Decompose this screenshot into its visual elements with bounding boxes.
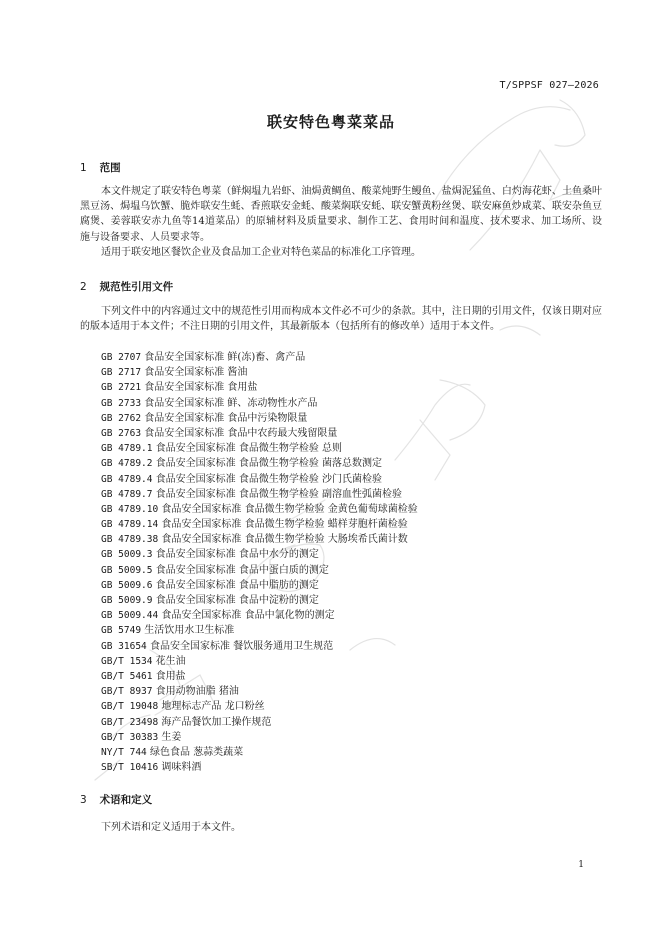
reference-name: 食品安全国家标准 食品中水分的测定 (155, 549, 319, 561)
reference-code: GB 2733 (101, 397, 142, 409)
reference-name: 食用盐 (155, 670, 186, 682)
reference-name: 食品安全国家标准 食品微生物学检验 菌落总数测定 (155, 458, 383, 470)
reference-code: GB 2707 (101, 352, 142, 363)
reference-name: 食品安全国家标准 食品中淀粉的测定 (155, 595, 319, 606)
reference-name: 生活饮用水卫生标准 (144, 625, 235, 637)
reference-code: GB 4789.38 (101, 534, 159, 546)
section-heading-terms-definitions (80, 792, 152, 807)
reference-name: 食用动物油脂 猪油 (155, 686, 239, 698)
reference-name: 食品安全国家标准 食品中蛋白质的测定 (155, 564, 329, 576)
reference-item (101, 517, 418, 532)
reference-item (101, 502, 418, 517)
document-title: 联安特色粤菜菜品 (266, 113, 395, 131)
reference-item (101, 578, 418, 593)
reference-name: 地理标志产品 龙口粉丝 (161, 701, 265, 713)
reference-name: 食品安全国家标准 食品微生物学检验 金黄色葡萄球菌检验 (161, 503, 418, 515)
reference-code: GB 4789.10 (101, 503, 159, 515)
reference-code: GB 5009.9 (101, 595, 153, 606)
terms-intro-paragraph: 下列术语和定义适用于本文件。 (101, 822, 241, 833)
reference-name: 食品安全国家标准 鲜(冻)畜、禽产品 (144, 352, 306, 363)
reference-name: 食品安全国家标准 食品微生物学检验 蜡样芽胞杆菌检验 (161, 519, 408, 531)
reference-code: GB 31654 (101, 640, 147, 652)
scope-paragraph: 本文件规定了联安特色粤菜（鲜焖塭九岩虾、油焗黄鲷鱼、酸菜炖野生鳗鱼、盐焗泥猛鱼、白灼海花虾、土鱼桑叶黑豆汤、焗塭乌饮蟹、脆炸联安生蚝、香煎联安金蚝、酸菜焖联安蚝、联安蟹黄粉丝煲、联安麻鱼炒咸菜、联安杂鱼豆腐煲、姜蓉联安赤九鱼等14道菜品）的原辅材料及质量要求、制作工艺、食用时间和温度、技术要求、加工场所、设施与设备要求、人员要求等。 (80, 186, 602, 243)
section-heading-normative-references (80, 279, 173, 294)
reference-list (101, 350, 418, 775)
reference-item (101, 699, 418, 714)
reference-name: 食品安全国家标准 食品微生物学检验 总则 (155, 443, 343, 455)
scope-applicability-paragraph: 适用于联安地区餐饮企业及食品加工企业对特色菜品的标准化工序管理。 (101, 247, 421, 258)
references-intro-paragraph: 下列文件中的内容通过文中的规范性引用而构成本文件必不可少的条款。其中，注日期的引用文件，仅该日期对应的版本适用于本文件；不注日期的引用文件，其最新版本（包括所有的修改单）适用于本文件。 (80, 306, 602, 333)
reference-code: GB/T 1534 (101, 655, 153, 667)
reference-item (101, 608, 418, 623)
standard-code: T/SPPSF 027—2026 (499, 80, 599, 91)
reference-name: 食品安全国家标准 食品中农药最大残留限量 (144, 427, 338, 439)
reference-name: 食品安全国家标准 食品中污染物限量 (144, 412, 308, 424)
reference-item (101, 350, 418, 365)
reference-code: SB/T 10416 (101, 762, 159, 774)
section-number: 2 (80, 281, 87, 293)
reference-code: GB 5009.5 (101, 564, 153, 576)
reference-code: GB 5749 (101, 625, 142, 637)
reference-name: 食品安全国家标准 食品微生物学检验 副溶血性弧菌检验 (155, 488, 403, 500)
reference-name: 食品安全国家标准 食品微生物学检验 沙门氏菌检验 (155, 473, 383, 485)
reference-code: GB 4789.4 (101, 473, 153, 485)
reference-name: 食品安全国家标准 鲜、冻动物性水产品 (144, 397, 318, 409)
reference-name: 调味料酒 (161, 762, 202, 774)
reference-item (101, 441, 418, 456)
reference-name: 食品安全国家标准 食品微生物学检验 大肠埃希氏菌计数 (161, 534, 408, 546)
reference-code: GB 4789.2 (101, 458, 153, 470)
section-title: 规范性引用文件 (99, 281, 174, 293)
reference-name: 食品安全国家标准 食品中氯化物的测定 (161, 610, 335, 622)
reference-item (101, 487, 418, 502)
reference-name: 海产品餐饮加工操作规范 (161, 716, 272, 728)
reference-name: 花生油 (155, 655, 186, 667)
section-title: 术语和定义 (99, 794, 153, 806)
reference-code: GB 4789.7 (101, 488, 153, 500)
reference-code: GB/T 5461 (101, 670, 153, 682)
reference-code: NY/T 744 (101, 746, 147, 758)
reference-name: 食品安全国家标准 餐饮服务通用卫生规范 (149, 640, 334, 652)
section-title: 范围 (99, 162, 121, 174)
reference-code: GB/T 19048 (101, 701, 159, 713)
reference-code: GB/T 23498 (101, 716, 159, 728)
reference-item (101, 380, 418, 395)
reference-code: GB 5009.6 (101, 579, 153, 591)
reference-item (101, 684, 418, 699)
reference-item (101, 654, 418, 669)
reference-item (101, 669, 418, 684)
reference-item (101, 593, 418, 608)
reference-code: GB/T 30383 (101, 731, 159, 743)
reference-code: GB 2717 (101, 367, 142, 379)
reference-item (101, 426, 418, 441)
reference-item (101, 730, 418, 745)
reference-name: 食品安全国家标准 食品中脂肪的测定 (155, 579, 319, 591)
reference-item (101, 760, 418, 775)
reference-item (101, 396, 418, 411)
section-heading-scope (80, 160, 121, 175)
section-number: 3 (80, 794, 87, 806)
reference-code: GB 2762 (101, 412, 142, 424)
reference-name: 绿色食品 葱蒜类蔬菜 (149, 746, 244, 758)
reference-item (101, 532, 418, 547)
reference-name: 食品安全国家标准 酱油 (144, 367, 248, 379)
reference-item (101, 365, 418, 380)
section-number: 1 (80, 162, 87, 174)
reference-code: GB/T 8937 (101, 686, 153, 698)
reference-item (101, 563, 418, 578)
reference-code: GB 5009.3 (101, 549, 153, 561)
reference-item (101, 623, 418, 638)
reference-item (101, 745, 418, 760)
reference-code: GB 2721 (101, 382, 142, 394)
reference-item (101, 456, 418, 471)
reference-name: 生姜 (161, 731, 182, 743)
reference-item (101, 547, 418, 562)
reference-item (101, 472, 418, 487)
page-number: 1 (578, 860, 584, 870)
reference-code: GB 2763 (101, 427, 142, 439)
reference-name: 食品安全国家标准 食用盐 (144, 382, 258, 394)
reference-item (101, 639, 418, 654)
reference-code: GB 4789.1 (101, 443, 153, 455)
reference-item (101, 715, 418, 730)
reference-code: GB 5009.44 (101, 610, 159, 622)
reference-item (101, 411, 418, 426)
reference-code: GB 4789.14 (101, 519, 159, 531)
